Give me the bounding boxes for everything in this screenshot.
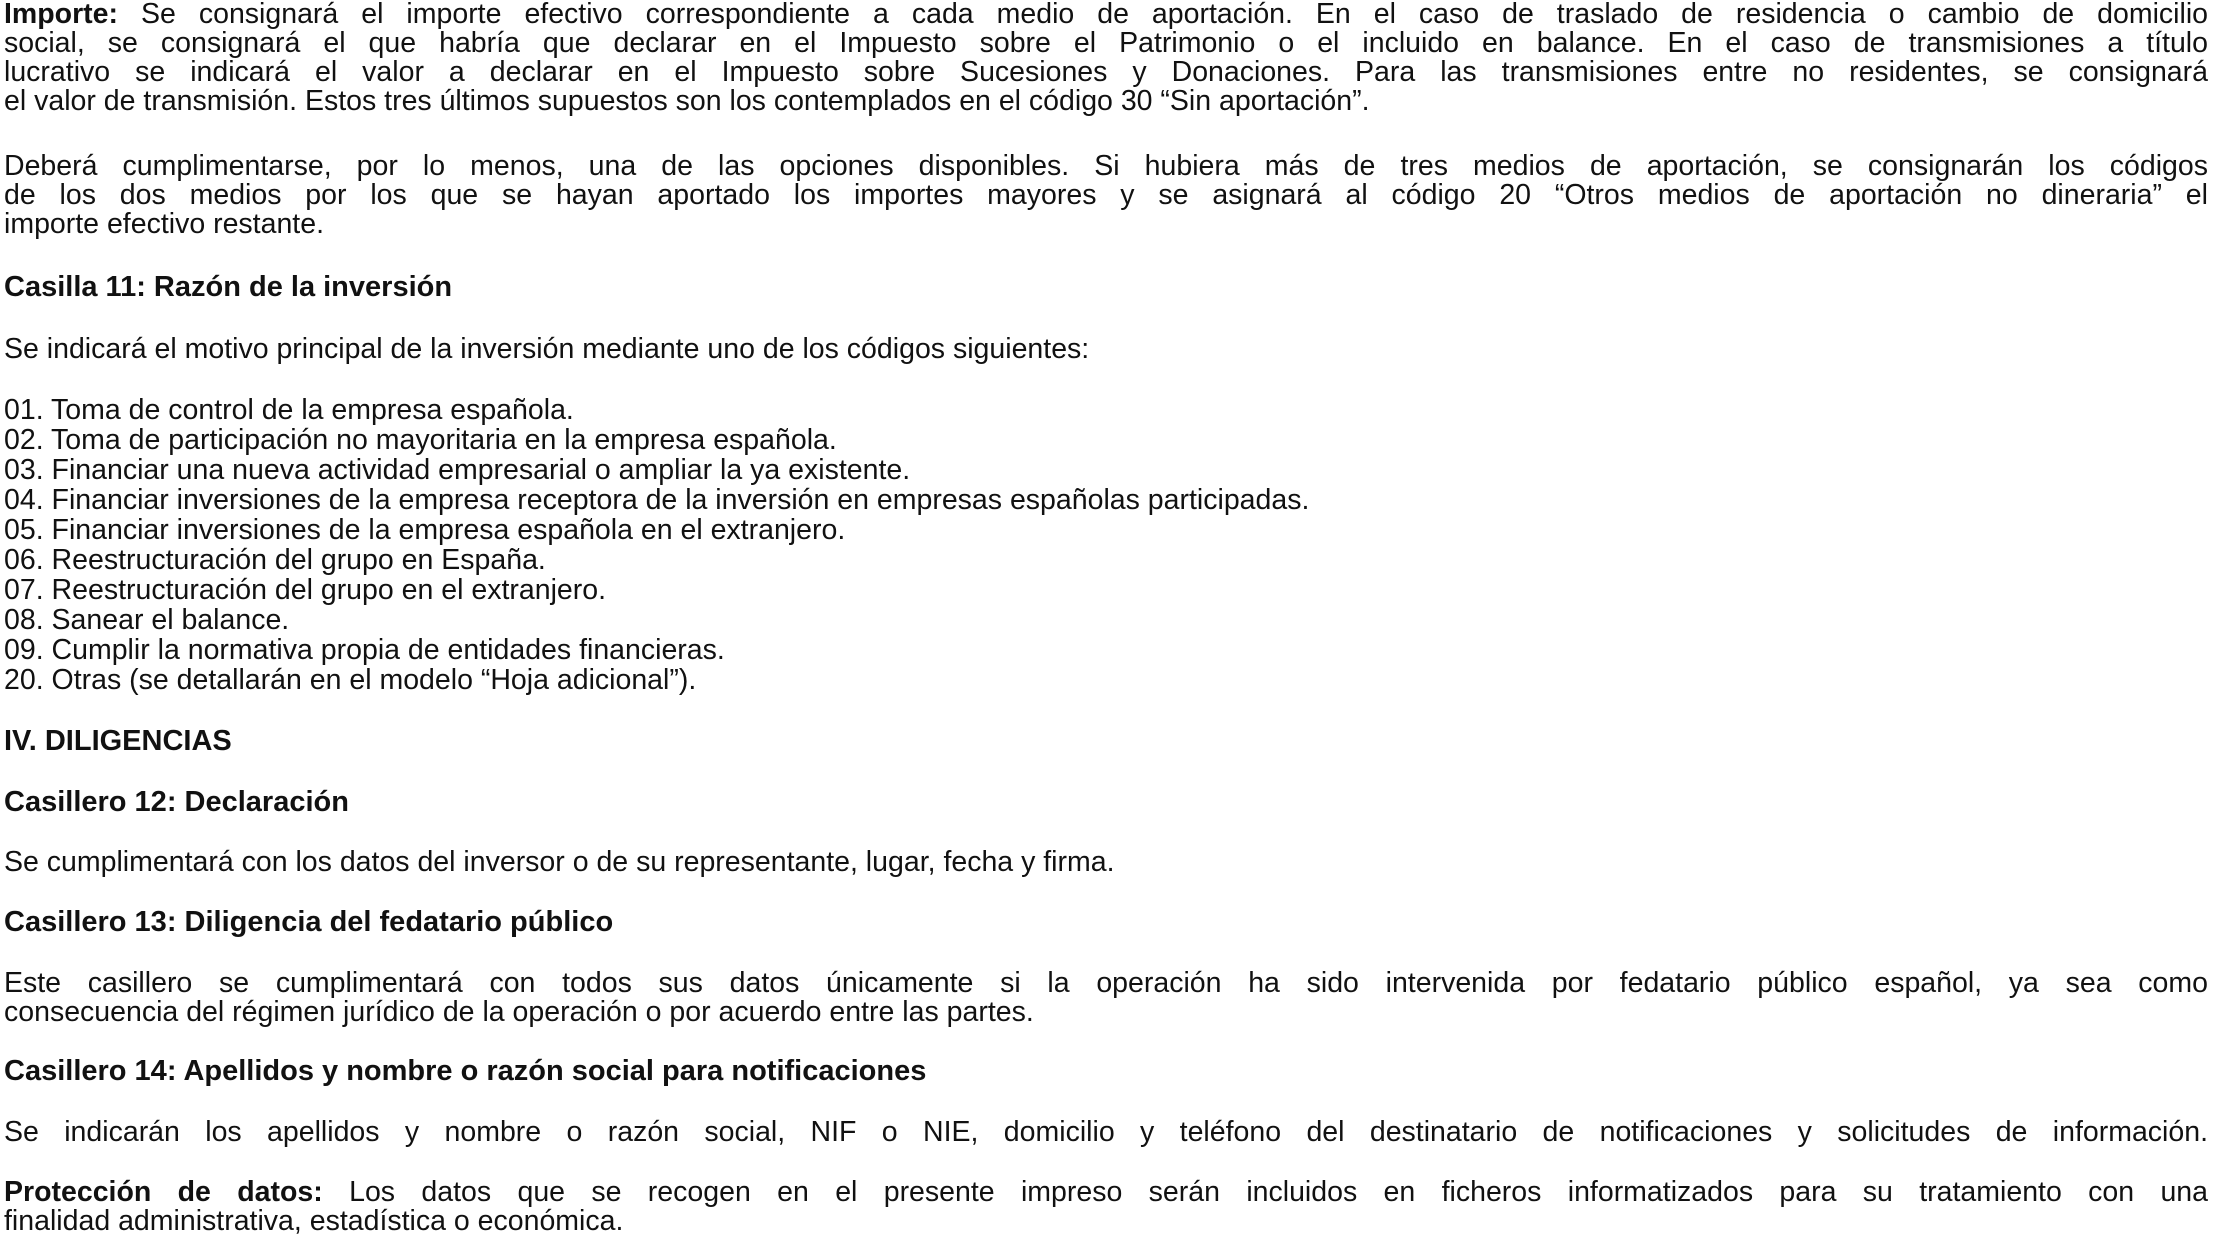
casillero13-line-1: Este casillero se cumplimentará con todos sus datos únicamente si la operación ha sido intervenida por fedatario público español, ya sea como (4, 967, 2208, 999)
importe-line-4: el valor de transmisión. Estos tres últimos supuestos son los contemplados en el código 30 “Sin aportación”. (4, 85, 1370, 117)
debera-paragraph (4, 152, 2208, 239)
list-item: 01. Toma de control de la empresa española. (4, 394, 574, 426)
casillero13-heading: Casillero 13: Diligencia del fedatario público (4, 906, 614, 938)
importe-line-3: lucrativo se indicará el valor a declarar en el Impuesto sobre Sucesiones y Donaciones. Para las transmisiones entre no residentes, se consignará (4, 56, 2208, 88)
proteccion-paragraph (4, 1178, 2208, 1236)
importe-line-2: social, se consignará el que habría que declarar en el Impuesto sobre el Patrimonio o el incluido en balance. En el caso de transmisiones a título (4, 27, 2208, 59)
list-item: 04. Financiar inversiones de la empresa receptora de la inversión en empresas españolas participadas. (4, 484, 1310, 516)
proteccion-line-2: finalidad administrativa, estadística o económica. (4, 1205, 624, 1237)
list-item: 03. Financiar una nueva actividad empresarial o ampliar la ya existente. (4, 454, 911, 486)
casilla11-code-list (4, 395, 1309, 695)
casillero13-line-2: consecuencia del régimen jurídico de la operación o por acuerdo entre las partes. (4, 996, 1034, 1028)
casillero12-text: Se cumplimentará con los datos del inversor o de su representante, lugar, fecha y firma. (4, 846, 1115, 878)
importe-line-1 (4, 0, 2208, 29)
list-item: 02. Toma de participación no mayoritaria en la empresa española. (4, 424, 837, 456)
proteccion-label: Protección de datos: (4, 1176, 323, 1208)
debera-line-3: importe efectivo restante. (4, 208, 324, 240)
list-item: 07. Reestructuración del grupo en el extranjero. (4, 574, 607, 606)
debera-line-2: de los dos medios por los que se hayan aportado los importes mayores y se asignará al código 20 “Otros medios de aportación no dineraria” el (4, 179, 2208, 211)
diligencias-heading: IV. DILIGENCIAS (4, 725, 232, 757)
casillero13-paragraph (4, 969, 2208, 1027)
proteccion-line-1-text: Los datos que se recogen en el presente impreso serán incluidos en ficheros informatizados para su tratamiento con una (349, 1176, 2209, 1208)
casillero14-heading: Casillero 14: Apellidos y nombre o razón social para notificaciones (4, 1055, 927, 1087)
casilla11-intro: Se indicará el motivo principal de la inversión mediante uno de los códigos siguientes: (4, 333, 1090, 365)
importe-label: Importe: (4, 0, 118, 30)
importe-paragraph (4, 0, 2208, 116)
importe-line-1-text: Se consignará el importe efectivo correspondiente a cada medio de aportación. En el caso de traslado de residencia o cambio de domicilio (141, 0, 2209, 30)
proteccion-line-1 (4, 1178, 2208, 1207)
list-item: 20. Otras (se detallarán en el modelo “Hoja adicional”). (4, 664, 697, 696)
list-item: 08. Sanear el balance. (4, 604, 290, 636)
casilla11-heading: Casilla 11: Razón de la inversión (4, 271, 453, 303)
debera-line-1: Deberá cumplimentarse, por lo menos, una de las opciones disponibles. Si hubiera más de tres medios de aportación, se consignarán los códigos (4, 150, 2208, 182)
list-item: 05. Financiar inversiones de la empresa española en el extranjero. (4, 514, 846, 546)
list-item: 09. Cumplir la normativa propia de entidades financieras. (4, 634, 725, 666)
casillero12-heading: Casillero 12: Declaración (4, 786, 349, 818)
casillero14-text: Se indicarán los apellidos y nombre o razón social, NIF o NIE, domicilio y teléfono del destinatario de notificaciones y solicitudes de información. (4, 1116, 2208, 1148)
list-item: 06. Reestructuración del grupo en España. (4, 544, 546, 576)
